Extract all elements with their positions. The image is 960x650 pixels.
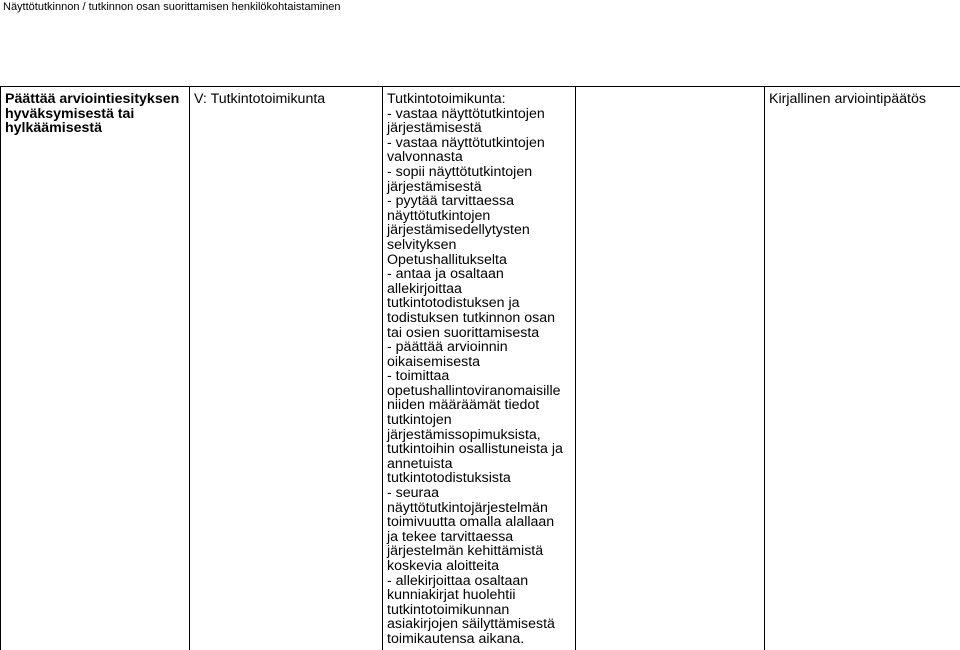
description-line: järjestelmän kehittämistä (387, 543, 544, 560)
description-line: tutkintotodistuksista (387, 470, 511, 487)
description-line: - allekirjoittaa osaltaan (387, 572, 529, 589)
description-line: järjestämisedellytysten (387, 222, 530, 239)
description-line: - toimittaa (387, 368, 450, 385)
description-line: Tutkintotoimikunta: (387, 91, 506, 107)
description-line: näyttötutkintojen (387, 207, 491, 224)
description-line: - pyytää tarvittaessa (387, 193, 514, 210)
running-header: Näyttötutkinnon / tutkinnon osan suorittamisen henkilökohtaistaminen (3, 1, 341, 13)
description-line: toimivuutta omalla alallaan (387, 514, 555, 531)
description-line: - sopii näyttötutkintojen (387, 163, 533, 180)
process-table (0, 86, 960, 650)
description-line: tai osien suorittamisesta (387, 324, 540, 341)
description-line: - vastaa näyttötutkintojen (387, 134, 545, 151)
description-line: oikaisemisesta (387, 353, 481, 370)
description-line: - seuraa (387, 485, 440, 502)
document-cell: Kirjallinen arviointipäätös (769, 91, 926, 107)
description-line: ja tekee tarvittaessa (387, 528, 514, 545)
description-cell (383, 87, 576, 650)
description-line: koskevia aloitteita (387, 558, 499, 574)
description-line: näyttötutkintojärjestelmän (387, 499, 548, 516)
description-line: tutkintoihin osallistuneista ja (387, 441, 563, 458)
description-line: järjestämisestä (387, 178, 482, 195)
description-line: opetushallintoviranomaisille (387, 382, 561, 399)
description-line: - päättää arvioinnin (387, 339, 508, 356)
description-line: selvityksen (387, 236, 457, 253)
description-line: allekirjoittaa (387, 280, 462, 297)
description-line: järjestämisestä (387, 120, 482, 137)
description-line: tutkintotoimikunnan (387, 601, 510, 618)
description-line: - antaa ja osaltaan (387, 266, 504, 283)
description-line: kunniakirjat huolehtii (387, 587, 516, 604)
description-line: toimikautensa aikana. (387, 630, 525, 647)
description-line: todistuksen tutkinnon osan (387, 309, 555, 326)
description-line: annetuista (387, 455, 453, 472)
description-line: - vastaa näyttötutkintojen (387, 105, 545, 122)
description-line: niiden määräämät tiedot (387, 397, 540, 414)
responsible-cell: V: Tutkintotoimikunta (190, 87, 383, 650)
description-line: tutkintojen (387, 412, 452, 429)
description-line: tutkintotodistuksen ja (387, 295, 520, 312)
empty-cell (576, 87, 765, 650)
description-line: asiakirjojen säilyttämisestä (387, 616, 555, 633)
task-cell: Päättää arviointiesityksen hyväksymisestä tai hylkäämisestä (1, 87, 190, 650)
description-line: valvonnasta (387, 149, 463, 166)
description-line: Opetushallitukselta (387, 251, 507, 268)
description-line: järjestämissopimuksista, (387, 426, 541, 443)
